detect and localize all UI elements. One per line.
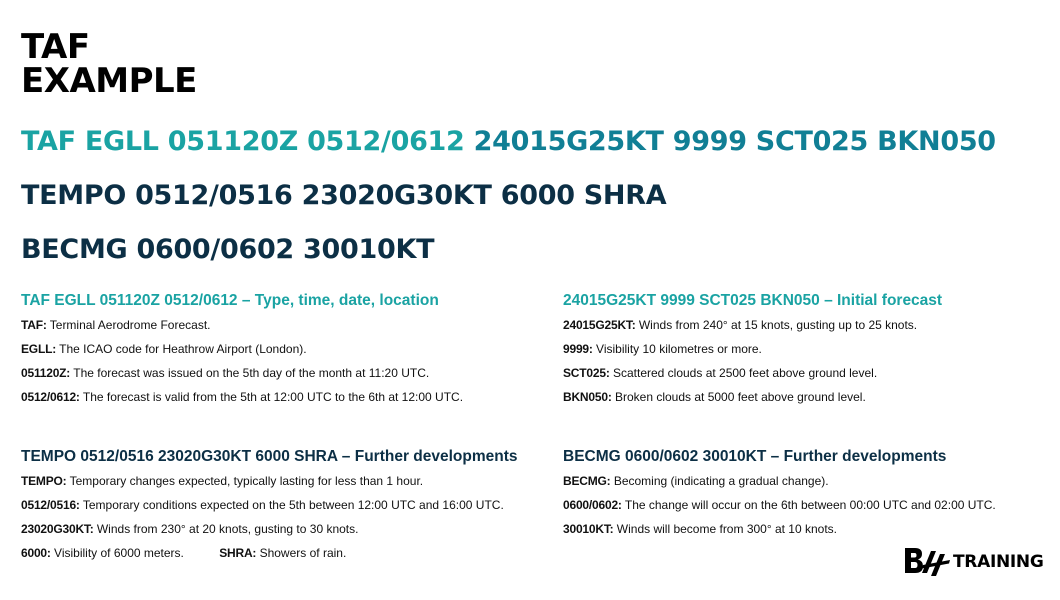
definition-row [21, 498, 518, 512]
baa-logo-mark-icon [903, 545, 951, 579]
definition-row [563, 342, 942, 356]
definition-row [21, 522, 518, 536]
page-title [21, 27, 197, 101]
definition-row [563, 522, 996, 536]
definition-term: 23020G30KT: [21, 522, 94, 536]
definition-term: 30010KT: [563, 522, 614, 536]
definition-term: 24015G25KT: [563, 318, 636, 332]
definition-term: SHRA: [219, 546, 257, 560]
definition-text: Temporary conditions expected on the 5th between 12:00 UTC and 16:00 UTC. [82, 498, 504, 512]
taf-code-line-1 [21, 126, 996, 158]
definition-text: The ICAO code for Heathrow Airport (London). [59, 342, 307, 356]
definition-term: 6000: [21, 546, 51, 560]
definition-term: 9999: [563, 342, 593, 356]
definition-text: The forecast is valid from the 5th at 12:00 UTC to the 6th at 12:00 UTC. [82, 390, 464, 404]
section-heading: 24015G25KT 9999 SCT025 BKN050 – Initial forecast [563, 292, 943, 309]
definition-text: Winds from 240° at 15 knots, gusting up to 25 knots. [638, 318, 918, 332]
definition-text: The change will occur on the 6th between 00:00 UTC and 02:00 UTC. [624, 498, 996, 512]
taf-code-line-2: TEMPO 0512/0516 23020G30KT 6000 SHRA [21, 180, 667, 211]
definition-text: Winds from 230° at 20 knots, gusting to 30 knots. [96, 522, 359, 536]
taf-header-code: TAF EGLL 051120Z 0512/0612 [21, 126, 465, 157]
definition-text: Visibility 10 kilometres or more. [596, 342, 762, 356]
definition-term: TAF: [21, 318, 47, 332]
definition-term: BECMG: [563, 474, 611, 488]
definition-term: SCT025: [563, 366, 610, 380]
definition-text: Winds will become from 300° at 10 knots. [616, 522, 838, 536]
definition-text: Terminal Aerodrome Forecast. [49, 318, 211, 332]
definition-pair-showers [219, 546, 346, 560]
section-heading: TEMPO 0512/0516 23020G30KT 6000 SHRA – Further developments [21, 448, 518, 465]
definition-text: Broken clouds at 5000 feet above ground level. [614, 390, 866, 404]
definition-text: Showers of rain. [259, 546, 347, 560]
section-heading: BECMG 0600/0602 30010KT – Further developments [563, 448, 947, 465]
definition-term: 051120Z: [21, 366, 71, 380]
definition-text: Visibility of 6000 meters. [54, 546, 184, 560]
definition-term: BKN050: [563, 390, 612, 404]
definition-row-pair [21, 546, 518, 560]
section-initial-forecast [563, 291, 942, 414]
definition-text: Temporary changes expected, typically lasting for less than 1 hour. [69, 474, 424, 488]
definition-row [21, 474, 518, 488]
definition-row [21, 342, 463, 356]
definition-row [563, 390, 942, 404]
logo-word-training: TRAINING [953, 552, 1044, 572]
definition-term: 0512/0612: [21, 390, 80, 404]
title-line-example: EXAMPLE [21, 61, 197, 101]
definition-row [563, 498, 996, 512]
definition-row [21, 366, 463, 380]
title-line-taf: TAF [21, 27, 90, 67]
definition-text: The forecast was issued on the 5th day of the month at 11:20 UTC. [73, 366, 430, 380]
definition-row [563, 474, 996, 488]
definition-pair-visibility [21, 546, 184, 560]
definition-term: 0512/0516: [21, 498, 80, 512]
section-becmg-developments [563, 447, 996, 546]
definition-text: Scattered clouds at 2500 feet above ground level. [612, 366, 878, 380]
taf-code-line-3: BECMG 0600/0602 30010KT [21, 234, 435, 265]
taf-initial-code: 24015G25KT 9999 SCT025 BKN050 [473, 126, 996, 157]
definition-row [21, 318, 463, 332]
section-heading: TAF EGLL 051120Z 0512/0612 – Type, time, date, location [21, 292, 439, 309]
definition-row [563, 366, 942, 380]
definition-text: Becoming (indicating a gradual change). [613, 474, 829, 488]
baa-training-logo [903, 545, 1044, 579]
definition-row [563, 318, 942, 332]
section-type-time-date-location [21, 291, 463, 414]
definition-row [21, 390, 463, 404]
definition-term: 0600/0602: [563, 498, 622, 512]
definition-term: TEMPO: [21, 474, 67, 488]
definition-term: EGLL: [21, 342, 56, 356]
section-tempo-developments [21, 447, 518, 570]
